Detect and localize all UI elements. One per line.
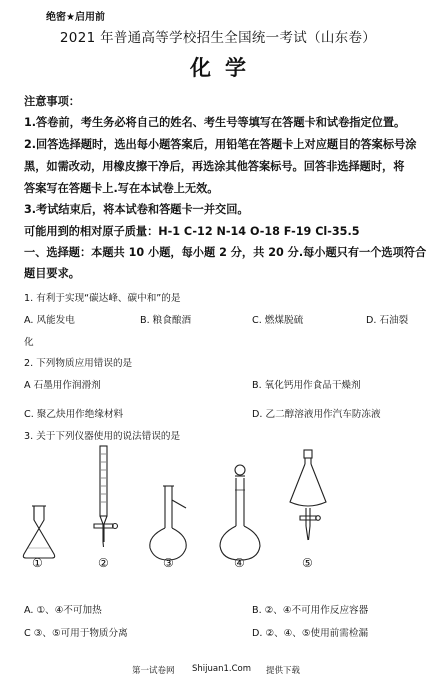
apparatus-label-2: ② (98, 556, 109, 570)
subject-title: 化学 (190, 55, 260, 80)
volumetric-flask-icon (220, 465, 260, 560)
burette-icon (94, 446, 118, 547)
question-3-stem: 3. 关于下列仪器使用的说法错误的是 (24, 431, 181, 442)
question-1-option-d: D. 石油裂 (366, 315, 409, 326)
question-3-option-b: B. ②、④不可用作反应容器 (252, 605, 369, 616)
question-2-option-a: A 石墨用作润滑剂 (24, 380, 101, 391)
exam-title: 2021 年普通高等学校招生全国统一考试（山东卷） (59, 30, 377, 46)
confidential-stamp: 绝密★启用前 (46, 12, 105, 23)
question-2-stem: 2. 下列物质应用错误的是 (24, 358, 133, 369)
footer-site-url: Shijuan1.Com (192, 664, 252, 674)
distillation-flask-icon (150, 486, 186, 560)
question-1-stem: 1. 有利于实现“碳达峰、碳中和”的是 (24, 293, 181, 304)
question-1-option-c: C. 燃煤脱硫 (252, 315, 304, 326)
apparatus-label-4: ④ (234, 556, 245, 570)
conical-flask-icon (23, 506, 54, 558)
notes-heading: 注意事项： (24, 95, 80, 108)
apparatus-label-5: ⑤ (302, 556, 313, 570)
question-2-option-c: C. 聚乙炔用作绝缘材料 (24, 409, 124, 420)
notes-item-2-line-1: 2.回答选择题时，选出每小题答案后，用铅笔在答题卡上对应题目的答案标号涂 (24, 138, 417, 151)
question-1-option-d-wrap: 化 (24, 337, 34, 348)
footer-download-note: 提供下载 (266, 666, 301, 676)
apparatus-figure (20, 444, 420, 574)
notes-item-1: 1.答卷前，考生务必将自己的姓名、考生号等填写在答题卡和试卷指定位置。 (24, 116, 406, 129)
question-3-option-a: A. ①、④不可加热 (24, 605, 102, 616)
footer-site-name: 第一试卷网 (132, 666, 175, 676)
question-1-option-a: A. 风能发电 (24, 315, 75, 326)
question-2-option-d: D. 乙二醇溶液用作汽车防冻液 (252, 409, 381, 420)
section-heading-line-2: 题目要求。 (24, 267, 80, 280)
apparatus-label-3: ③ (163, 556, 174, 570)
apparatus-label-1: ① (32, 556, 43, 570)
question-1-option-b: B. 粮食酿酒 (140, 315, 192, 326)
question-3-option-c: C ③、⑤可用于物质分离 (24, 628, 128, 639)
atomic-masses: 可能用到的相对原子质量：H-1 C-12 N-14 O-18 F-19 Cl-35.5 (24, 225, 360, 238)
notes-item-2-line-3: 答案写在答题卡上.写在本试卷上无效。 (24, 182, 219, 195)
section-heading-line-1: 一、选择题：本题共 10 小题，每小题 2 分，共 20 分.每小题只有一个选项符合 (24, 246, 427, 259)
question-3-option-d: D. ②、④、⑤使用前需检漏 (252, 628, 369, 639)
notes-item-2-line-2: 黑，如需改动，用橡皮擦干净后，再选涂其他答案标号。回答非选择题时，将 (24, 160, 405, 173)
notes-item-3: 3.考试结束后，将本试卷和答题卡一并交回。 (24, 203, 249, 216)
separatory-funnel-icon (290, 450, 326, 540)
question-2-option-b: B. 氧化钙用作食品干燥剂 (252, 380, 361, 391)
